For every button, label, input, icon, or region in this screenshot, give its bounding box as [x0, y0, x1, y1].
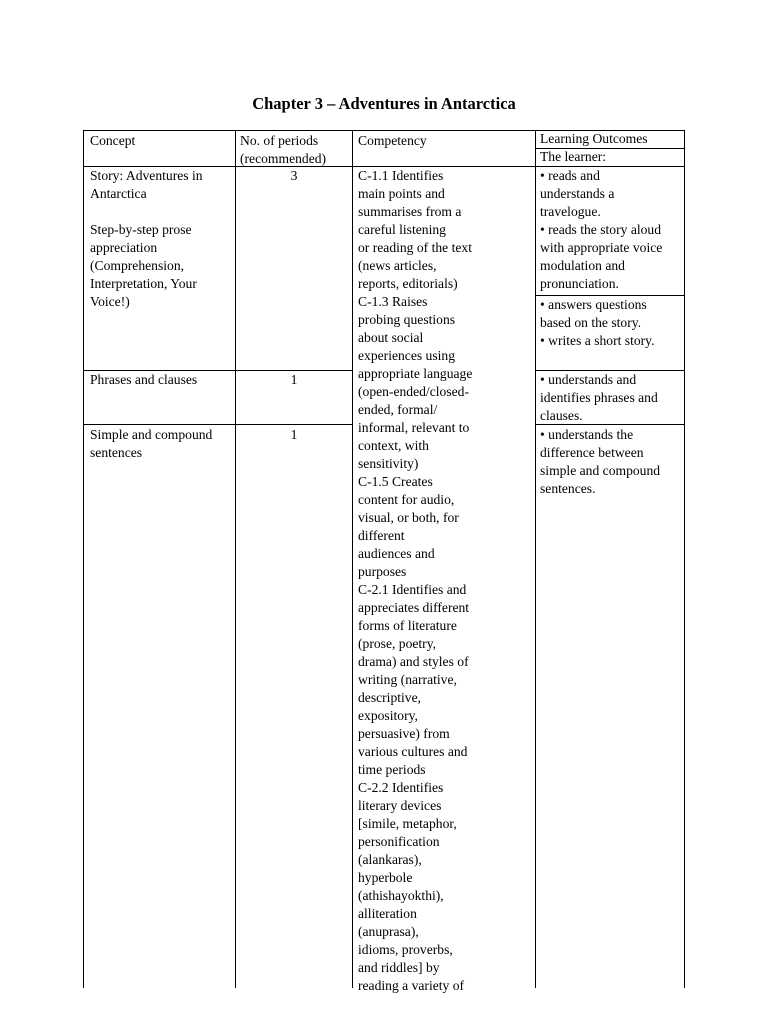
competency-text: C-1.1 Identifies main points and summarises from a careful listening or reading of the text (news articles, reports, editorials) C-1.3 Raises probing questions about social experiences using appropriate language (open-ended/closed- ended, formal/ informal, relevant to context, with sensitivity) C-1.5 Creates content for audio, visual, or both, for different audiences and purposes C-2.1 Identifies and appreciates different forms of literature (prose, poetry, drama) and styles of writing (narrative, descriptive, expository, persuasive) from various cultures and time periods C-2.2 Identifies literary devices [simile, metaphor, personification (alankaras), hyperbole (athishayokthi), alliteration (anuprasa), idioms, proverbs, and riddles] by reading a variety of — [358, 168, 473, 993]
periods-phrases: 1 — [290, 372, 298, 387]
periods-story: 3 — [290, 168, 298, 183]
table-border-left — [83, 130, 84, 988]
concept-phrases-clauses: Phrases and clauses — [90, 372, 198, 387]
column-divider-3 — [535, 130, 536, 988]
header-concept: Concept — [90, 133, 136, 148]
periods-sentences: 1 — [290, 427, 298, 442]
row-divider-2-left — [83, 424, 353, 425]
curriculum-table — [83, 130, 685, 993]
header-learning-outcomes: Learning Outcomes — [540, 131, 648, 146]
concept-sentences: Simple and compound sentences — [90, 427, 213, 460]
page-title: Chapter 3 – Adventures in Antarctica — [252, 94, 516, 113]
column-divider-1 — [235, 130, 236, 988]
header-competency: Competency — [358, 133, 427, 148]
header-outcomes-subtitle: The learner: — [540, 149, 607, 164]
outcomes-sentences: • understands the difference between simple and compound sentences. — [540, 427, 661, 496]
outcomes-reading: • reads and understands a travelogue. • reads the story aloud with appropriate voice modulation and pronunciation. — [540, 168, 663, 291]
concept-story: Story: Adventures in Antarctica Step-by-step prose appreciation (Comprehension, Interpretation, Your Voice!) — [90, 168, 203, 309]
table-border-right — [684, 130, 685, 988]
outcomes-writing: • answers questions based on the story. • writes a short story. — [540, 297, 655, 348]
column-divider-2 — [352, 130, 353, 988]
header-periods: No. of periods (recommended) — [240, 133, 327, 166]
outcomes-phrases: • understands and identifies phrases and clauses. — [540, 372, 658, 423]
